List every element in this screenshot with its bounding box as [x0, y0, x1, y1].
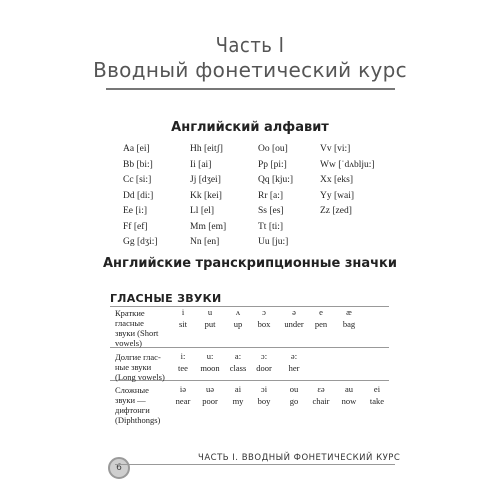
example-word: poor [202, 396, 218, 406]
example-word: go [289, 396, 299, 406]
example-word: pen [314, 319, 328, 329]
part-title: Часть I [215, 33, 285, 57]
phonetic-symbol: i [181, 307, 185, 317]
footer-divider [115, 464, 395, 465]
alphabet-letter: Zz [zed] [320, 206, 352, 216]
vowel-row-label-line: (Long vowels) [115, 372, 165, 382]
phonetic-symbol: ɛə [317, 384, 325, 394]
alphabet-letter: Yy [wai] [320, 190, 355, 201]
vowel-row-label-line: дифтонги [115, 405, 150, 415]
alphabet-letter: Ee [i:] [123, 206, 148, 216]
example-word: near [175, 396, 191, 406]
alphabet-letter: Uu [ju:] [258, 237, 289, 247]
alphabet-letter: Xx [eks] [320, 175, 353, 185]
phonetic-symbol: a: [234, 351, 242, 361]
phonetic-symbol: iə [179, 384, 187, 394]
alphabet-letter: Ss [es] [258, 206, 284, 216]
example-word: class [229, 363, 247, 373]
phonetic-symbol: ɔi [260, 384, 268, 394]
alphabet-letter: Ii [ai] [190, 159, 212, 170]
phonetic-symbol: ei [373, 384, 381, 394]
transcription-heading: Английские транскрипционные значки [103, 256, 397, 271]
example-word: tee [178, 363, 188, 373]
phonetic-symbol: u [207, 307, 213, 317]
alphabet-letter: Gg [dʒi:] [123, 237, 158, 247]
phonetic-symbol: ɔ [262, 307, 266, 317]
example-word: bag [342, 319, 356, 329]
example-word: chair [312, 396, 330, 406]
phonetic-symbol: e [319, 307, 323, 317]
phonetic-symbol: u: [206, 351, 214, 361]
phonetic-symbol: au [344, 384, 354, 394]
phonetic-symbol: ə [292, 307, 296, 317]
vowel-row-label-line: Долгие глас- [115, 352, 161, 362]
vowel-row-label-line: (Diphthongs) [115, 415, 161, 425]
phonetic-symbol: i: [180, 351, 186, 361]
alphabet-letter: Kk [kei] [190, 190, 222, 201]
alphabet-letter: Jj [dʒei] [190, 175, 221, 185]
alphabet-letter: Nn [en] [190, 237, 220, 247]
alphabet-letter: Pp [pi:] [258, 159, 287, 170]
vowel-row-label-line: гласные [115, 318, 144, 328]
vowel-row-label-line: Сложные [115, 385, 149, 395]
alphabet-letter: Oo [ou] [258, 144, 288, 154]
example-word: moon [200, 363, 220, 373]
example-word: take [369, 396, 385, 406]
vowel-row-label-line: vowels) [115, 338, 142, 348]
example-word: door [256, 363, 272, 373]
alphabet-letter: Qq [kju:] [258, 175, 294, 185]
alphabet-letter: Ww [ˈdʌblju:] [320, 159, 375, 170]
phonetic-symbol: uə [205, 384, 215, 394]
running-title: ЧАСТЬ I. ВВОДНЫЙ ФОНЕТИЧЕСКИЙ КУРС [198, 453, 401, 463]
example-word: up [233, 319, 243, 329]
example-word: now [341, 396, 357, 406]
example-word: under [284, 319, 304, 329]
phonetic-symbol: ə: [290, 351, 298, 361]
phonetic-symbol: ʌ [235, 307, 241, 317]
example-word: box [257, 319, 271, 329]
example-word: her [288, 363, 300, 373]
example-word: sit [178, 319, 188, 329]
alphabet-letter: Tt [ti:] [258, 221, 284, 232]
alphabet-letter: Rr [a:] [258, 190, 284, 201]
phonetic-symbol: ɔ: [260, 351, 268, 361]
phonetic-symbol: ai [234, 384, 242, 394]
alphabet-letter: Mm [em] [190, 221, 227, 232]
alphabet-letter: Hh [eitʃ] [190, 144, 223, 154]
alphabet-letter: Bb [bi:] [123, 159, 153, 170]
page-number-badge: 6 [108, 457, 130, 479]
alphabet-letter: Ll [el] [190, 206, 215, 216]
title-divider [106, 88, 395, 90]
vowel-row-label-line: ные звуки [115, 362, 152, 372]
vowel-row-label-line: Краткие [115, 308, 145, 318]
example-word: put [204, 319, 216, 329]
phonetic-symbol: ou [289, 384, 299, 394]
alphabet-letter: Aa [ei] [123, 144, 150, 154]
alphabet-letter: Cc [si:] [123, 175, 152, 185]
alphabet-heading: Английский алфавит [171, 120, 329, 135]
example-word: boy [257, 396, 271, 406]
phonetic-symbol: æ [346, 307, 352, 317]
example-word: my [232, 396, 244, 406]
vowel-row-label-line: звуки (Short [115, 328, 159, 338]
vowel-row-label-line: звуки — [115, 395, 146, 405]
alphabet-letter: Dd [di:] [123, 190, 154, 201]
alphabet-letter: Vv [vi:] [320, 144, 351, 154]
vowels-heading: ГЛАСНЫЕ ЗВУКИ [110, 292, 222, 305]
part-subtitle: Вводный фонетический курс [93, 58, 407, 82]
alphabet-letter: Ff [ef] [123, 221, 148, 232]
